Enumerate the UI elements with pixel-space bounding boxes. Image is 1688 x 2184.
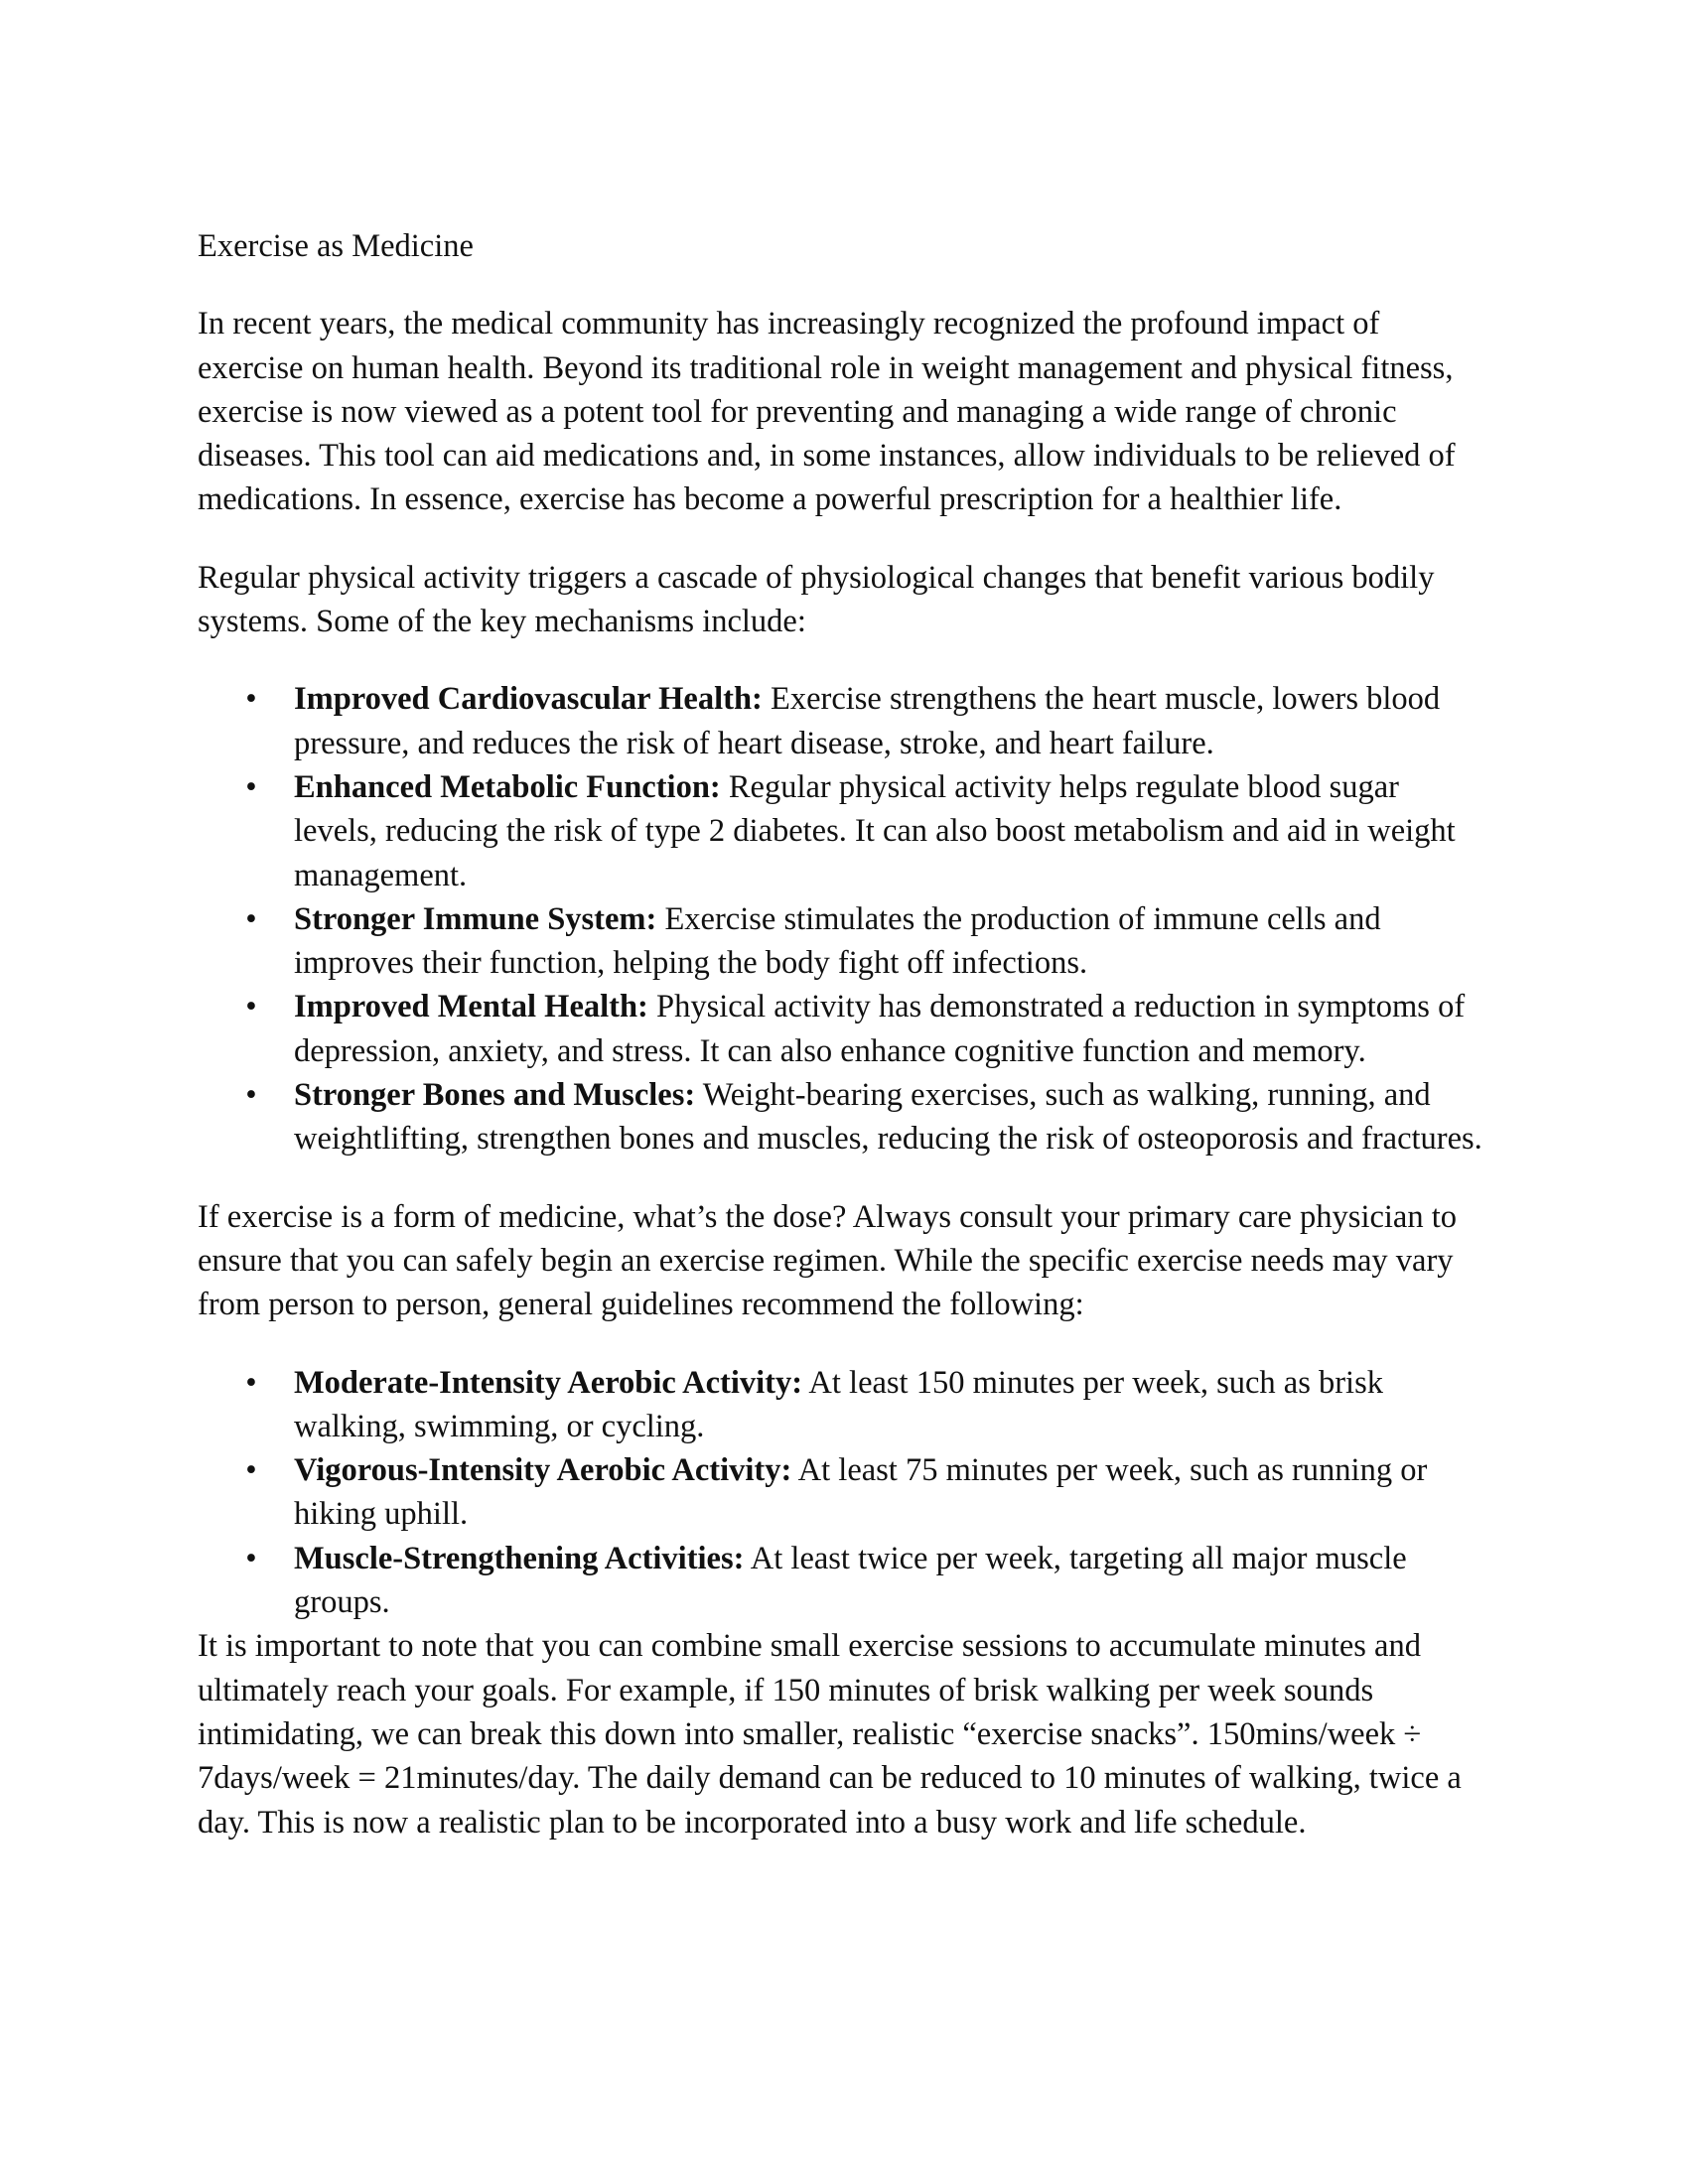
bullet-icon: • bbox=[245, 989, 257, 1025]
list-item-term: Stronger Immune System: bbox=[294, 900, 657, 937]
list-item-text: Regular physical activity helps regulate blood sugar levels, reducing the risk of type 2 diabetes. It can also boost metabolism and aid in weight management. bbox=[294, 768, 1456, 893]
list-item bbox=[198, 897, 1488, 986]
document-page bbox=[198, 224, 1488, 1844]
bullet-icon: • bbox=[245, 1452, 257, 1489]
list-item-term: Enhanced Metabolic Function: bbox=[294, 768, 721, 805]
list-item-text: At least 75 minutes per week, such as running or hiking uphill. bbox=[294, 1452, 1428, 1533]
list-item-term: Moderate-Intensity Aerobic Activity: bbox=[294, 1364, 803, 1401]
list-item-term: Stronger Bones and Muscles: bbox=[294, 1077, 696, 1114]
list-item-term: Muscle-Strengthening Activities: bbox=[294, 1540, 745, 1576]
list-item-text: Physical activity has demonstrated a reduction in symptoms of depression, anxiety, and stress. It can also enhance cognitive function and memory. bbox=[294, 989, 1466, 1069]
bullet-icon: • bbox=[245, 681, 257, 718]
intro-paragraph: In recent years, the medical community has increasingly recognized the profound impact of exercise on human health. Beyond its traditional role in weight management and physical fitness, exercise is now viewed as a potent tool for preventing and managing a wide range of chronic diseases. This tool can aid medications and, in some instances, allow individuals to be relieved of medications. In essence, exercise has become a powerful prescription for a healthier life. bbox=[198, 306, 1456, 518]
list-item bbox=[198, 1448, 1488, 1537]
list-item bbox=[198, 1537, 1488, 1625]
list-item-text: Exercise stimulates the production of immune cells and improves their function, helping the body fight off infections. bbox=[294, 900, 1381, 982]
bullet-icon: • bbox=[245, 1540, 257, 1576]
list-item-term: Improved Mental Health: bbox=[294, 989, 648, 1025]
list-item-text: At least 150 minutes per week, such as brisk walking, swimming, or cycling. bbox=[294, 1364, 1383, 1444]
list-item bbox=[198, 985, 1488, 1073]
list-item bbox=[198, 765, 1488, 897]
list-item-text: Weight-bearing exercises, such as walking, running, and weightlifting, strengthen bones and muscles, reducing the risk of osteoporosis and fractures. bbox=[294, 1077, 1482, 1158]
bullet-icon: • bbox=[245, 1364, 257, 1401]
dose-intro-paragraph: If exercise is a form of medicine, what’s the dose? Always consult your primary care physician to ensure that you can safely begin an exercise regimen. While the specific exercise needs may vary from person to person, general guidelines recommend the following: bbox=[198, 1198, 1458, 1323]
list-item bbox=[198, 1361, 1488, 1449]
list-item bbox=[198, 1073, 1488, 1161]
list-item-text: At least twice per week, targeting all major muscle groups. bbox=[294, 1540, 1407, 1621]
mechanisms-list bbox=[198, 677, 1488, 1160]
bullet-icon: • bbox=[245, 900, 257, 937]
list-item bbox=[198, 677, 1488, 765]
document-title: Exercise as Medicine bbox=[198, 228, 474, 264]
list-item-text: Exercise strengthens the heart muscle, lowers blood pressure, and reduces the risk of heart disease, stroke, and heart failure. bbox=[294, 681, 1441, 761]
guidelines-list bbox=[198, 1361, 1488, 1625]
list-item-term: Vigorous-Intensity Aerobic Activity: bbox=[294, 1452, 792, 1489]
list-item-term: Improved Cardiovascular Health: bbox=[294, 681, 763, 718]
bullet-icon: • bbox=[245, 768, 257, 805]
conclusion-paragraph: It is important to note that you can combine small exercise sessions to accumulate minutes and ultimately reach your goals. For example, if 150 minutes of brisk walking per week sounds intimidating, we can break this down into smaller, realistic “exercise snacks”. 150mins/week ÷ 7days/week = 21minutes/day. The daily demand can be reduced to 10 minutes of walking, twice a day. This is now a realistic plan to be incorporated into a busy work and life schedule. bbox=[198, 1628, 1462, 1841]
bullet-icon: • bbox=[245, 1077, 257, 1114]
mechanisms-intro-paragraph: Regular physical activity triggers a cascade of physiological changes that benefit various bodily systems. Some of the key mechanisms include: bbox=[198, 559, 1435, 640]
